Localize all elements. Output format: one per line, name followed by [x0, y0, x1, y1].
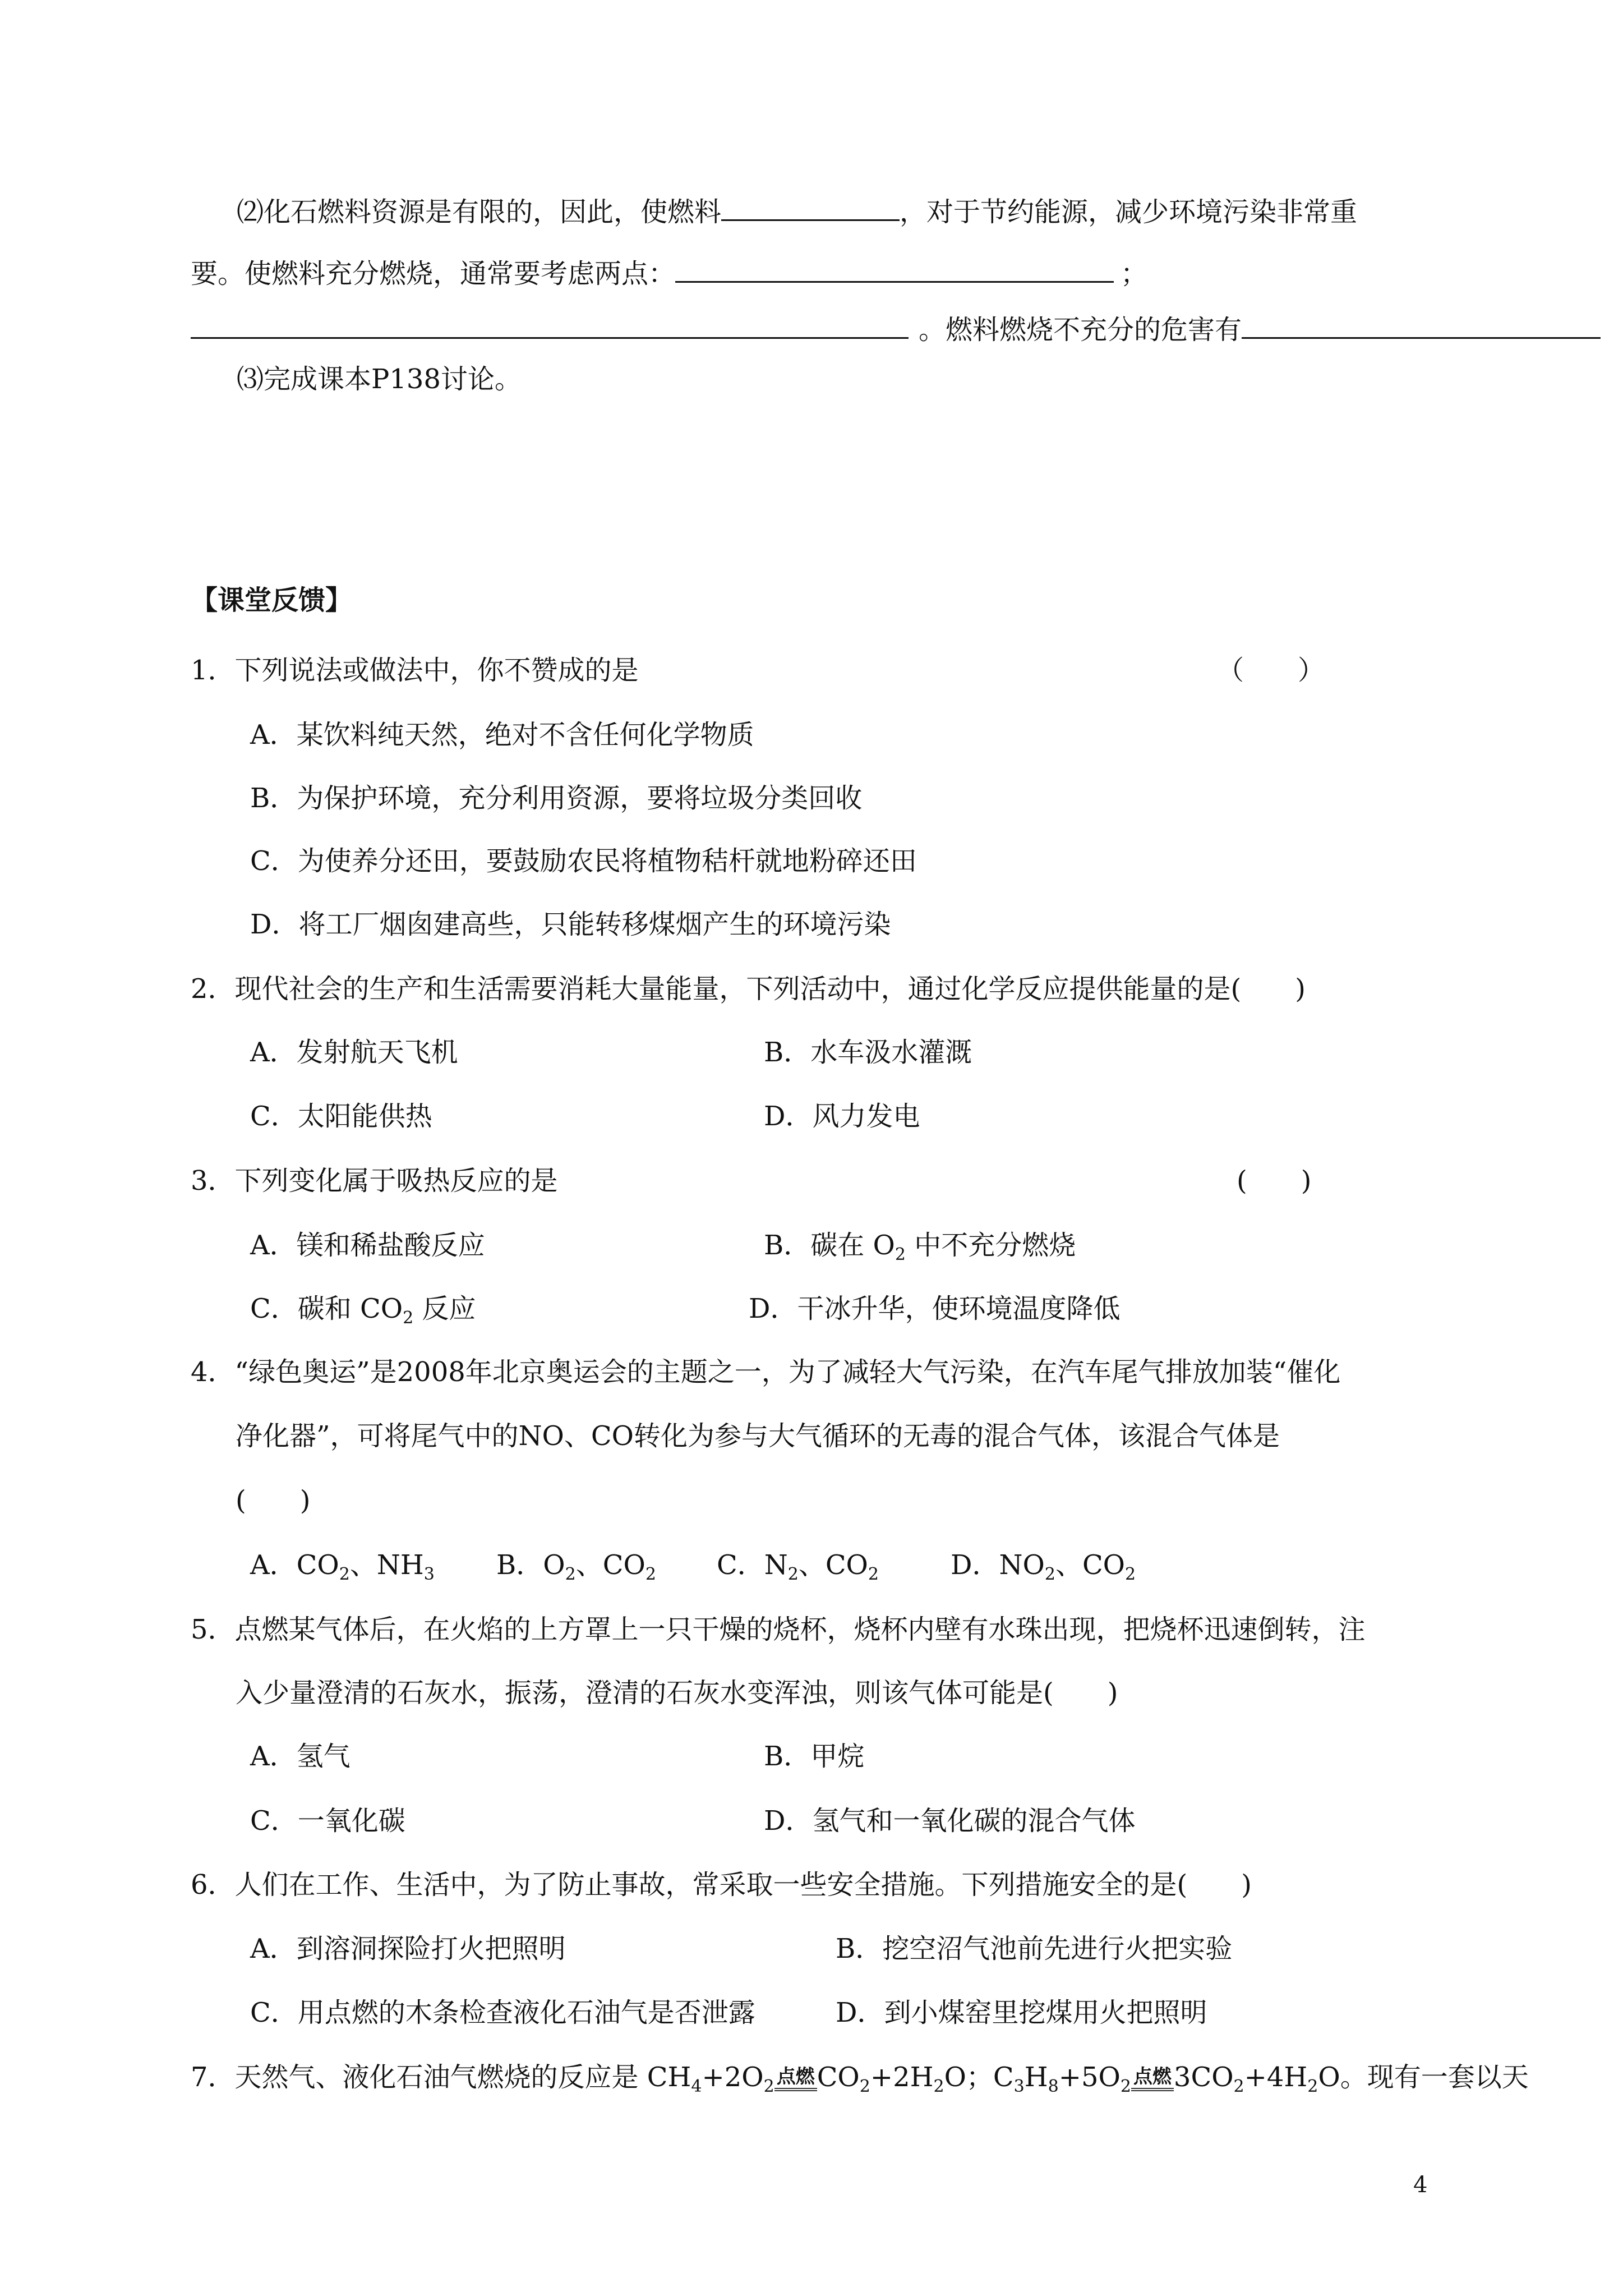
option[interactable] — [250, 1292, 476, 1326]
subscript: 2 — [1307, 2077, 1318, 2096]
answer-paren[interactable]: ( ) — [236, 1485, 311, 1516]
option[interactable]: C．为使养分还田，要鼓励农民将植物秸杆就地粉碎还田 — [250, 845, 917, 877]
text: 、CO — [575, 1549, 645, 1581]
option[interactable]: B．挖空沼气池前先进行火把实验 — [836, 1933, 1233, 1964]
text: 、NH — [349, 1549, 424, 1581]
text: B．碳在 O — [764, 1230, 895, 1261]
option[interactable] — [496, 1548, 656, 1582]
subscript: 2 — [868, 1565, 879, 1584]
subscript: 2 — [1044, 1565, 1055, 1584]
answer-blank[interactable] — [675, 255, 1114, 283]
option[interactable]: A．到溶洞探险打火把照明 — [250, 1933, 566, 1964]
text: 中不充分燃烧 — [905, 1230, 1076, 1261]
text: H — [1024, 2062, 1048, 2093]
option[interactable]: B．甲烷 — [764, 1741, 865, 1772]
subscript: 2 — [763, 2077, 774, 2096]
option[interactable] — [717, 1548, 879, 1582]
option[interactable]: D．干冰升华，使环境温度降低 — [749, 1293, 1121, 1324]
option[interactable]: B．水车汲水灌溉 — [764, 1037, 972, 1068]
text: CO — [817, 2062, 860, 2093]
question-stem: 6．人们在工作、生活中，为了防止事故，常采取一些安全措施。下列措施安全的是( ) — [191, 1869, 1252, 1901]
answer-paren[interactable]: （ ） — [1217, 655, 1325, 686]
option[interactable]: D．氢气和一氧化碳的混合气体 — [764, 1805, 1136, 1837]
subscript: 2 — [403, 1308, 414, 1328]
subscript: 2 — [339, 1565, 350, 1584]
text: 。燃料燃烧不充分的危害有 — [919, 314, 1242, 346]
text: +4H — [1244, 2062, 1308, 2093]
text: +5O — [1058, 2062, 1121, 2093]
option[interactable]: C．太阳能供热 — [250, 1101, 432, 1132]
answer-paren[interactable]: ( ) — [1237, 1165, 1312, 1197]
text: +2H — [870, 2062, 934, 2093]
answer-blank[interactable] — [721, 194, 900, 221]
reaction-condition: 点燃 — [1131, 2065, 1174, 2091]
reaction-condition: 点燃 — [774, 2065, 817, 2091]
subscript: 4 — [691, 2077, 702, 2096]
text: +2O — [702, 2062, 764, 2093]
option[interactable] — [764, 1228, 1076, 1262]
subscript: 3 — [423, 1565, 435, 1584]
subscript: 8 — [1048, 2077, 1059, 2096]
text: ⑶完成课本P138讨论。 — [237, 364, 522, 395]
subscript: 3 — [1013, 2077, 1025, 2096]
option[interactable]: C．用点燃的木条检查液化石油气是否泄露 — [250, 1997, 755, 2028]
question-stem: 1．下列说法或做法中，你不赞成的是 — [191, 655, 639, 686]
option[interactable]: D．将工厂烟囱建高些，只能转移煤烟产生的环境污染 — [250, 909, 891, 940]
option[interactable] — [250, 1548, 435, 1582]
option[interactable]: A．某饮料纯天然，绝对不含任何化学物质 — [250, 719, 754, 751]
subscript: 2 — [565, 1565, 576, 1584]
text: 7．天然气、液化石油气燃烧的反应是 CH — [191, 2062, 691, 2093]
question-stem: 3．下列变化属于吸热反应的是 — [191, 1165, 558, 1197]
question-stem: 入少量澄清的石灰水，振荡，澄清的石灰水变浑浊，则该气体可能是( ) — [236, 1677, 1118, 1709]
option[interactable]: D．到小煤窑里挖煤用火把照明 — [836, 1997, 1207, 2028]
text-line — [191, 255, 1147, 291]
question-stem — [191, 2060, 1529, 2094]
answer-blank[interactable] — [1242, 311, 1601, 339]
text-line — [191, 311, 1601, 347]
subscript: 2 — [895, 1245, 906, 1264]
answer-blank[interactable] — [191, 311, 909, 339]
subscript: 2 — [1125, 1565, 1136, 1584]
text: ，对于节约能源，减少环境污染非常重 — [900, 196, 1358, 228]
text: D．NO — [951, 1549, 1045, 1581]
text: C．碳和 CO — [250, 1293, 403, 1324]
question-stem: 2．现代社会的生产和生活需要消耗大量能量，下列活动中，通过化学反应提供能量的是( ) — [191, 973, 1306, 1005]
option[interactable]: C．一氧化碳 — [250, 1805, 405, 1837]
text: 要。使燃料充分燃烧，通常要考虑两点： — [191, 258, 676, 289]
text-line — [237, 194, 1357, 229]
option[interactable]: D．风力发电 — [764, 1101, 920, 1132]
question-stem: 净化器”，可将尾气中的NO、CO转化为参与大气循环的无毒的混合气体，该混合气体是 — [236, 1420, 1280, 1452]
text: ⑵化石燃料资源是有限的，因此，使燃料 — [237, 196, 722, 228]
section-heading: 【课堂反馈】 — [191, 585, 353, 616]
option[interactable] — [951, 1548, 1136, 1582]
text: 反应 — [413, 1293, 476, 1324]
subscript: 2 — [859, 2077, 870, 2096]
text-line — [237, 362, 522, 396]
subscript: 2 — [787, 1565, 799, 1584]
text: C．N — [717, 1549, 788, 1581]
option[interactable]: B．为保护环境，充分利用资源，要将垃圾分类回收 — [250, 783, 863, 814]
subscript: 2 — [933, 2077, 944, 2096]
text: 、CO — [1055, 1549, 1126, 1581]
text: O。现有一套以天 — [1318, 2062, 1529, 2093]
question-stem: 4．“绿色奥运”是2008年北京奥运会的主题之一，为了减轻大气污染，在汽车尾气排放加装“催化 — [191, 1356, 1341, 1388]
text: 3CO — [1173, 2062, 1234, 2093]
text: ； — [1121, 258, 1148, 289]
page-number: 4 — [1413, 2172, 1428, 2198]
subscript: 2 — [1120, 2077, 1131, 2096]
option[interactable]: A．镁和稀盐酸反应 — [250, 1230, 485, 1261]
text: B．O — [496, 1549, 565, 1581]
question-stem: 5．点燃某气体后，在火焰的上方罩上一只干燥的烧杯，烧杯内壁有水珠出现，把烧杯迅速倒转，注 — [191, 1614, 1366, 1645]
option[interactable]: A．氢气 — [250, 1741, 351, 1772]
text: A．CO — [250, 1549, 339, 1581]
option[interactable]: A．发射航天飞机 — [250, 1037, 458, 1068]
subscript: 2 — [645, 1565, 656, 1584]
subscript: 2 — [1233, 2077, 1244, 2096]
text: O；C — [944, 2062, 1014, 2093]
text: 、CO — [798, 1549, 868, 1581]
